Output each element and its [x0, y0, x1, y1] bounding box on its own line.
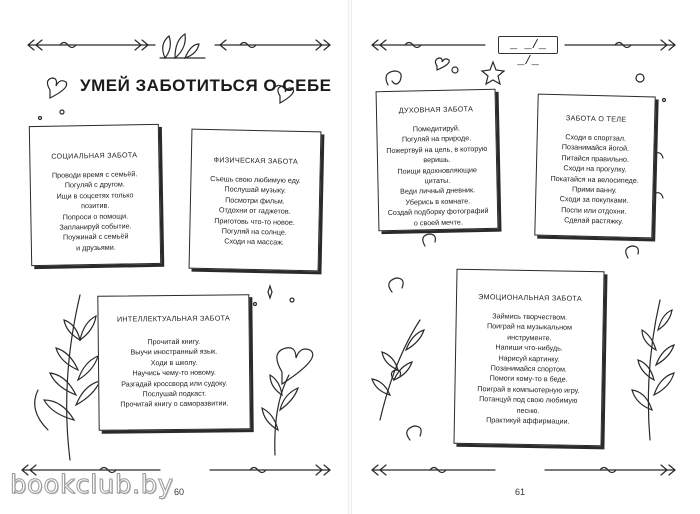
list-item: и друзьями. — [76, 242, 116, 253]
list-item: Пожертвуй на цель, в которую — [386, 143, 488, 155]
list-item: Помедитируй. — [412, 123, 460, 134]
list-item: Приготовь что-то новое. — [214, 215, 295, 227]
dot-icon — [39, 117, 42, 120]
list-item: Ищи в соцсетях только — [56, 190, 134, 201]
list-item: Сходи на массаж. — [224, 236, 285, 248]
list-item: инструменте. — [507, 332, 552, 343]
swirl-icon — [386, 71, 401, 85]
physical-care-card — [189, 129, 322, 272]
list-item: цитаты. — [424, 175, 451, 186]
card-heading: ЭМОЦИОНАЛЬНАЯ ЗАБОТА — [478, 292, 583, 303]
list-item: Сходи в спортзал. — [565, 132, 627, 143]
list-item: Потанцуй под свою любимую — [479, 394, 578, 406]
list-item: Запланируй событие. — [59, 221, 132, 232]
card-heading: ДУХОВНАЯ ЗАБОТА — [398, 104, 474, 115]
heart-outline-icon — [277, 348, 313, 384]
care-list — [190, 174, 319, 250]
heart-icon — [435, 58, 449, 70]
list-item: Создай подборку фотографий — [387, 206, 489, 218]
list-item: Сделай растяжку. — [564, 215, 624, 226]
dot-icon — [60, 110, 64, 114]
care-list — [536, 132, 654, 228]
card-heading: ЗАБОТА О ТЕЛЕ — [565, 113, 627, 124]
list-item: Сходи на прогулку. — [563, 163, 627, 174]
list-item: Проводи время с семьёй. — [51, 169, 138, 180]
body-care-card — [534, 94, 655, 239]
circle-icon — [636, 74, 644, 82]
list-item: Веди личный дневник. — [400, 185, 476, 197]
card-heading: СОЦИАЛЬНАЯ ЗАБОТА — [51, 150, 138, 161]
swirl-icon — [423, 234, 436, 246]
social-care-card — [29, 124, 161, 266]
list-item: Нарисуй картинку. — [498, 353, 560, 364]
page-number-left: 60 — [174, 487, 185, 497]
list-item: Питайся правильно. — [561, 152, 630, 164]
fern-branch-left — [35, 295, 100, 460]
date-field: _ _/_ _/_ — [498, 36, 558, 54]
list-item: Покатайся на велосипеде. — [550, 173, 639, 185]
list-item: Съешь свою любимую еду. — [210, 174, 301, 185]
list-item: Займись творчеством. — [492, 311, 568, 322]
swirl-icon — [407, 426, 421, 440]
intellectual-care-card — [97, 294, 250, 431]
list-item: Уберись в комнате. — [405, 196, 471, 207]
dot-icon — [254, 303, 257, 306]
list-item: Выучи иностранный язык. — [130, 346, 218, 357]
star-icon — [482, 62, 504, 84]
dot-icon — [290, 298, 294, 302]
care-list — [99, 336, 250, 410]
fern-branch-right-page-right — [632, 300, 674, 440]
list-item: Позанимайся спортом. — [490, 363, 568, 374]
arrow-divider-top-right-left-page — [215, 40, 330, 50]
fern-branch-right — [262, 375, 298, 455]
list-item: Практикуй аффирмации. — [486, 415, 570, 426]
list-item: Попроси о помощи. — [62, 211, 129, 222]
fan-flower-icon — [160, 34, 205, 58]
list-item: Поиграй в компьютерную игру. — [477, 383, 580, 395]
card-heading: ФИЗИЧЕСКАЯ ЗАБОТА — [213, 155, 299, 166]
page-title: УМЕЙ ЗАБОТИТЬСЯ О СЕБЕ — [80, 76, 332, 95]
emotional-care-card — [453, 269, 604, 447]
sparkle-icon — [268, 286, 272, 298]
list-item: Поиграй на музыкальном — [486, 321, 573, 333]
arrow-divider-top-left — [28, 40, 155, 50]
swirl-icon — [389, 278, 403, 292]
fern-branch-right-page-left — [372, 320, 424, 420]
list-item: Посмотри фильм. — [225, 195, 285, 206]
list-item: позитив. — [80, 200, 110, 211]
circle-icon — [452, 67, 458, 73]
list-item: Сходи за покупками. — [559, 194, 629, 206]
list-item: Прими ванну. — [571, 184, 617, 195]
list-item: Погуляй с другом. — [64, 179, 125, 190]
swirl-icon — [626, 246, 639, 258]
list-item: Поспи или отдохни. — [561, 205, 627, 216]
dot-icon — [663, 99, 666, 102]
page-number-right: 61 — [515, 487, 526, 497]
list-item: Погуляй на природе. — [401, 133, 472, 145]
care-list — [377, 123, 497, 230]
list-item: песню. — [516, 405, 540, 415]
care-list — [31, 169, 160, 254]
list-item: Погуляй на солнце. — [221, 226, 287, 237]
heart-icon — [47, 78, 66, 98]
list-item: Разгадай кроссворд или судоку. — [121, 378, 228, 389]
list-item: Послушай подкаст. — [142, 388, 207, 399]
card-heading: ИНТЕЛЛЕКТУАЛЬНАЯ ЗАБОТА — [116, 313, 231, 324]
list-item: Поищи вдохновляющие — [397, 164, 478, 176]
list-item: Помоги кому-то в беде. — [489, 373, 568, 385]
arrow-divider-bottom-right-page — [372, 465, 675, 475]
list-item: Напиши что-нибудь. — [495, 342, 563, 353]
list-item: Прочитай книгу. — [147, 336, 201, 347]
list-item: Поужинай с семьёй — [62, 231, 129, 243]
list-item: о своей мечте. — [413, 217, 463, 228]
list-item: Ходи в школу. — [150, 357, 198, 368]
list-item: Послушай музыку. — [224, 184, 287, 196]
care-list — [455, 311, 603, 428]
list-item: Позанимайся йогой. — [561, 142, 630, 154]
list-item: Прочитай книгу о саморазвитии. — [120, 398, 229, 410]
list-item: веришь. — [423, 154, 451, 165]
list-item: Научись чему-то новому. — [132, 367, 216, 378]
spiritual-care-card — [376, 89, 499, 231]
list-item: Отдохни от гаджетов. — [218, 205, 291, 216]
watermark-text: bookclub.by — [10, 470, 174, 500]
